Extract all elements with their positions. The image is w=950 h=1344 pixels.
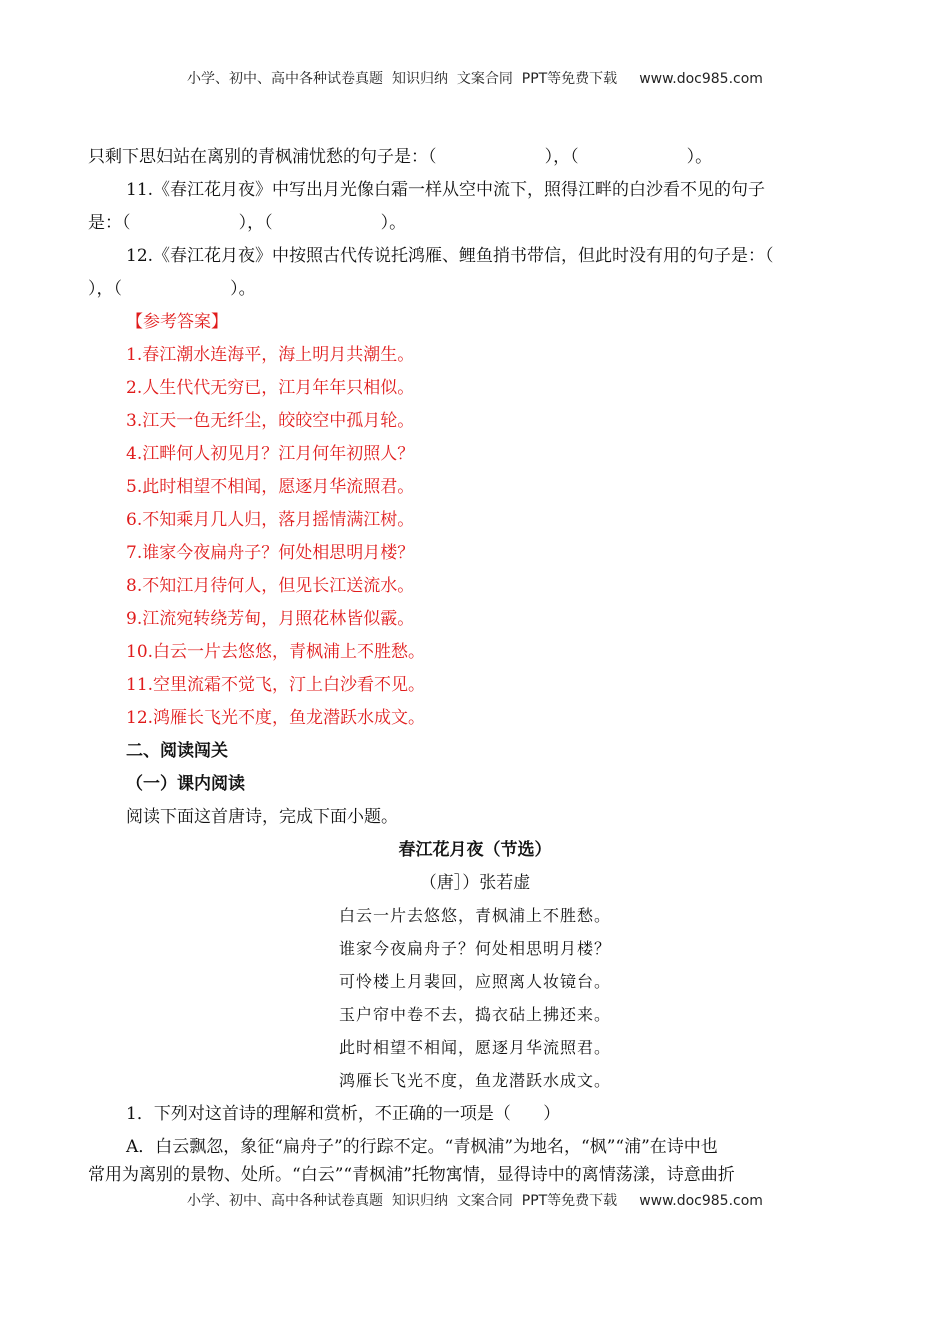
poem-line: 此时相望不相闻，愿逐月华流照君。 xyxy=(338,1038,611,1057)
mcq-option-a-line2: 常用为离别的景物、处所。“白云”“青枫浦”托物寓情，显得诗中的离情荡漾，诗意曲折 xyxy=(88,1165,735,1185)
instruction-text: 阅读下面这首唐诗，完成下面小题。 xyxy=(126,807,398,827)
page-footer xyxy=(0,1190,950,1210)
answers-title: 【参考答案】 xyxy=(126,312,228,332)
answer-item: 7.谁家今夜扁舟子？何处相思明月楼？ xyxy=(126,543,415,563)
answer-item: 5.此时相望不相闻，愿逐月华流照君。 xyxy=(126,477,415,497)
mcq-stem: 1．下列对这首诗的理解和赏析，不正确的一项是（ ） xyxy=(126,1104,561,1124)
answer-item: 11.空里流霜不觉飞，汀上白沙看不见。 xyxy=(126,675,426,695)
poem-line: 可怜楼上月裴回，应照离人妆镜台。 xyxy=(338,972,611,991)
footer-site[interactable]: www.doc985.com xyxy=(639,1193,763,1209)
question-12-line2: ），（ ）。 xyxy=(88,279,256,299)
page-header xyxy=(0,68,950,88)
answer-item: 2.人生代代无穷已，江月年年只相似。 xyxy=(126,378,415,398)
poem-line: 玉户帘中卷不去，捣衣砧上拂还来。 xyxy=(338,1005,611,1024)
question-10-tail: 只剩下思妇站在离别的青枫浦忧愁的句子是：（ ），（ ）。 xyxy=(88,147,713,167)
answer-item: 6.不知乘月几人归，落月摇情满江树。 xyxy=(126,510,415,530)
poem-title: 春江花月夜（节选） xyxy=(398,840,552,860)
section-subtitle: （一）课内阅读 xyxy=(126,774,245,794)
poem-author: （唐］）张若虚 xyxy=(419,873,531,893)
question-11-line1: 11.《春江花月夜》中写出月光像白霜一样从空中流下，照得江畔的白沙看不见的句子 xyxy=(126,180,766,200)
footer-text: 小学、初中、高中各种试卷真题 知识归纳 文案合同 PPT等免费下载 xyxy=(187,1193,618,1209)
header-text: 小学、初中、高中各种试卷真题 知识归纳 文案合同 PPT等免费下载 xyxy=(187,71,618,87)
question-12-line1: 12.《春江花月夜》中按照古代传说托鸿雁、鲤鱼捎书带信，但此时没有用的句子是：（ xyxy=(126,246,774,266)
question-11-line2: 是：（ ），（ ）。 xyxy=(88,213,407,233)
poem-line: 鸿雁长飞光不度，鱼龙潜跃水成文。 xyxy=(338,1071,611,1090)
header-site[interactable]: www.doc985.com xyxy=(639,71,763,87)
answer-item: 12.鸿雁长飞光不度，鱼龙潜跃水成文。 xyxy=(126,708,426,728)
answer-item: 4.江畔何人初见月？江月何年初照人？ xyxy=(126,444,415,464)
mcq-option-a-line1: A．白云飘忽，象征“扁舟子”的行踪不定。“青枫浦”为地名，“枫”“浦”在诗中也 xyxy=(126,1137,718,1157)
poem-line: 白云一片去悠悠，青枫浦上不胜愁。 xyxy=(338,906,611,925)
section-title: 二、阅读闯关 xyxy=(126,741,228,761)
answer-item: 3.江天一色无纤尘，皎皎空中孤月轮。 xyxy=(126,411,415,431)
answer-item: 9.江流宛转绕芳甸，月照花林皆似霰。 xyxy=(126,609,415,629)
poem-line: 谁家今夜扁舟子？何处相思明月楼？ xyxy=(338,939,611,958)
answer-item: 8.不知江月待何人，但见长江送流水。 xyxy=(126,576,415,596)
answer-item: 1.春江潮水连海平，海上明月共潮生。 xyxy=(126,345,415,365)
answer-item: 10.白云一片去悠悠，青枫浦上不胜愁。 xyxy=(126,642,426,662)
